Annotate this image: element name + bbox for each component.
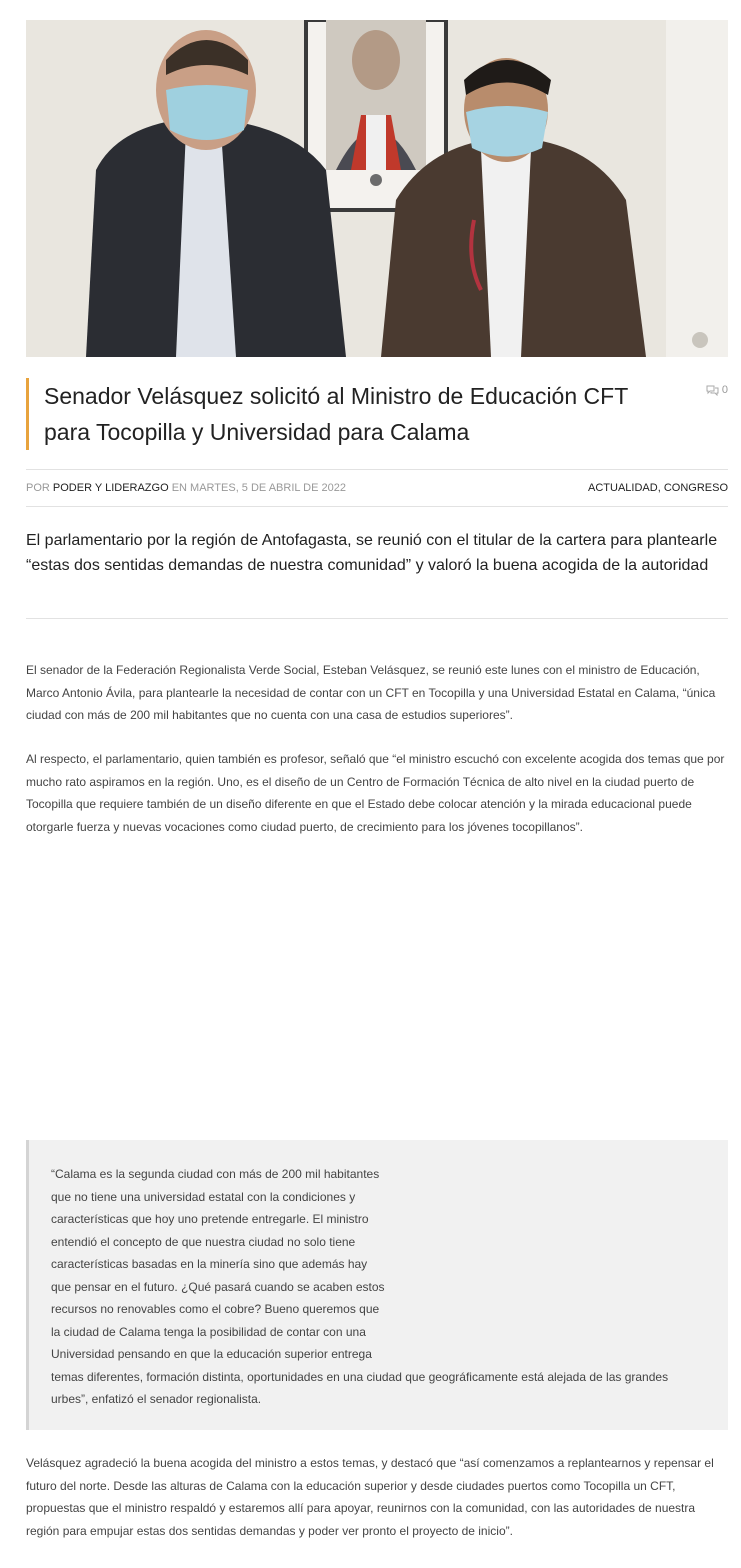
body-paragraph: Velásquez agradeció la buena acogida del ministro a estos temas, y destacó que “así comenzamos a replantearnos y repensar el futuro del norte. Desde las alturas de Calama con la educación superior y desde ciudades puertos como Tocopilla un CFT, propuestas que el ministro respaldó y estaremos allí para apoyar, reunirnos con la comunidad, con las autoridades de nuestra región para empujar estas dos sentidas demandas y poder ver pronto el proyecto de inicio”. [26, 1456, 714, 1538]
hero-photo-illustration [26, 20, 728, 357]
quote-line: Universidad pensando en que la educación superior entrega [51, 1347, 372, 1361]
article-title-block [26, 378, 728, 450]
comment-count: 0 [721, 384, 728, 396]
quote-line: temas diferentes, formación distinta, oportunidades en una ciudad que geográficamente está alejada de las grandes [51, 1369, 669, 1384]
author-link[interactable]: PODER Y LIDERAZGO [52, 482, 169, 494]
quote-line: que no tiene una universidad estatal con la condiciones y [51, 1189, 356, 1204]
byline [26, 482, 346, 494]
quote-line: que pensar en el futuro. ¿Qué pasará cuando se acaben estos [51, 1279, 385, 1294]
by-label: POR [26, 482, 50, 494]
publish-date: EN MARTES, 5 DE ABRIL DE 2022 [171, 482, 346, 494]
quote-line: características que hoy uno pretende entregarle. El ministro [51, 1212, 369, 1226]
quote-line: recursos no renovables como el cobre? Bueno queremos que [51, 1302, 380, 1316]
comment-bubbles-icon [706, 385, 719, 396]
quote-line: características basadas en la minería sino que además hay [51, 1257, 368, 1271]
pull-quote [26, 1140, 728, 1430]
article-title [44, 378, 684, 450]
body-paragraph: Al respecto, el parlamentario, quien también es profesor, señaló que “el ministro escuchó con excelente acogida dos temas que por mucho rato aspiramos en la región. Uno, es el diseño de un Centro de Formación Técnica de alto nivel en la ciudad puerto de Tocopilla que requiere también de un diseño diferente en que el Estado debe colocar atención y la mirada educacional puede otorgarle fuerza y nuevas vocaciones como ciudad puerto, de crecimiento para los jóvenes tocopillanos”. [26, 752, 725, 834]
article-meta [26, 469, 728, 507]
article-title-line: Senador Velásquez solicitó al Ministro de Educación CFT [44, 383, 629, 409]
category-links[interactable]: ACTUALIDAD, CONGRESO [588, 482, 728, 494]
quote-line: la ciudad de Calama tenga la posibilidad de contar con una [51, 1324, 366, 1339]
quote-line: urbes”, enfatizó el senador regionalista. [51, 1392, 262, 1406]
comments-link[interactable] [706, 384, 728, 396]
quote-text [51, 1163, 728, 1411]
quote-line: “Calama es la segunda ciudad con más de 200 mil habitantes [51, 1167, 380, 1181]
article-title-line: para Tocopilla y Universidad para Calama [44, 419, 470, 445]
divider [26, 618, 728, 619]
body-paragraph: El senador de la Federación Regionalista Verde Social, Esteban Velásquez, se reunió este lunes con el ministro de Educación, Marco Antonio Ávila, para plantearle la necesidad de contar con un CFT en Tocopilla y una Universidad Estatal en Calama, “única ciudad con más de 200 mil habitantes que no cuenta con una casa de estudios superiores”. [26, 663, 716, 722]
hero-photo [26, 20, 728, 357]
article-lead: El parlamentario por la región de Antofagasta, se reunió con el titular de la cartera para plantearle “estas dos sentidas demandas de nuestra comunidad” y valoró la buena acogida de la autoridad [26, 532, 718, 574]
quote-line: entendió el concepto de que nuestra ciudad no solo tiene [51, 1234, 356, 1249]
